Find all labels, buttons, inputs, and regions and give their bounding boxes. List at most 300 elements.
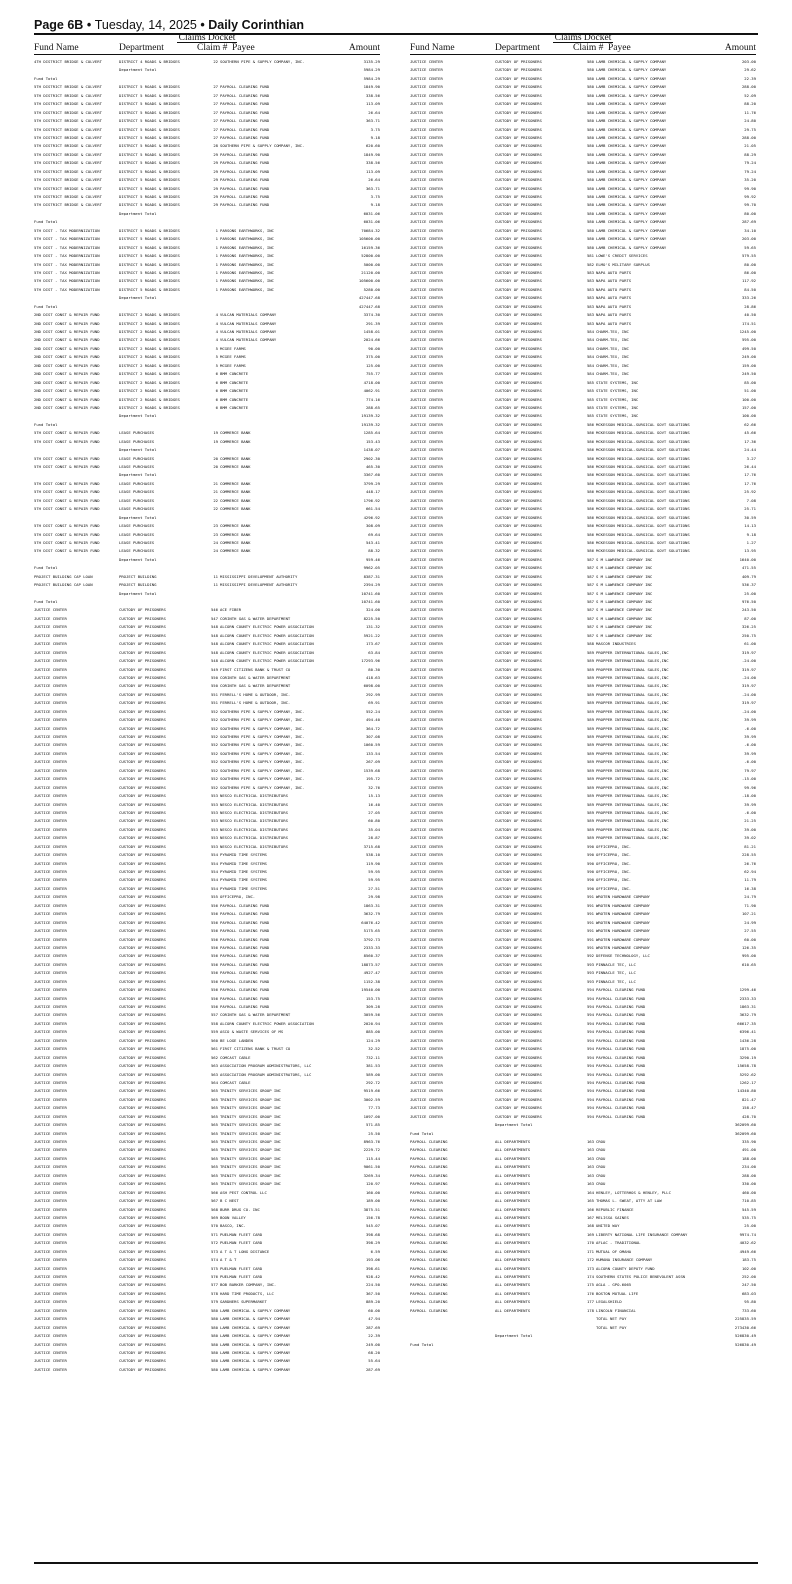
payee-cell: PAYROLL CLEARING FUND (596, 1105, 646, 1111)
payee-cell: LAMB CHEMICAL & SUPPLY COMPANY (596, 185, 667, 191)
fund-name-cell: JUSTICE CENTER (410, 632, 443, 638)
table-row (34, 674, 380, 682)
amount-cell: 95.80 (744, 1299, 756, 1305)
department-cell: CUSTODY OF PRISONERS (495, 269, 542, 275)
amount-cell: 1863.31 (739, 1004, 756, 1009)
table-row (34, 944, 380, 952)
amount-cell: 157.00 (741, 404, 756, 410)
fund-name-cell: JUSTICE CENTER (410, 59, 443, 64)
fund-name-cell: 2ND DIST CONST & REPAIR FUND (34, 354, 100, 360)
claim-number-cell: 27 (213, 118, 218, 124)
claim-number-cell: 586 (586, 480, 594, 486)
table-row (34, 961, 380, 969)
fund-name-cell: 5TH DIST CONST & REPAIR FUND (34, 489, 100, 495)
amount-cell: 79.24 (744, 168, 756, 174)
amount-cell: 88.20 (744, 101, 756, 107)
amount-cell: 27.05 (368, 809, 380, 815)
fund-name-cell: JUSTICE CENTER (410, 818, 443, 824)
payee-cell: VULCAN MATERIALS COMPANY (220, 329, 277, 334)
fund-name-cell: JUSTICE CENTER (410, 961, 443, 967)
payee-cell: COMMERCE BANK (220, 539, 251, 545)
amount-cell: -24.00 (741, 674, 756, 680)
table-row (34, 556, 380, 564)
payee-cell: PAYROLL CLEARING FUND (596, 1012, 646, 1018)
claim-number-cell: 548 (210, 632, 218, 638)
department-cell: CUSTODY OF PRISONERS (119, 1155, 166, 1161)
fund-name-cell: JUSTICE CENTER (410, 995, 443, 1001)
fund-name-cell: PAYROLL CLEARING (410, 1282, 448, 1288)
amount-cell: 552.24 (365, 708, 380, 714)
fund-name-cell: JUSTICE CENTER (410, 1113, 443, 1119)
table-row (34, 83, 380, 91)
fund-name-cell: JUSTICE CENTER (34, 1240, 67, 1246)
fund-name-cell: JUSTICE CENTER (34, 725, 67, 731)
payee-cell: LAMB CHEMICAL & SUPPLY COMPANY (596, 202, 667, 208)
claim-number-cell: 586 (586, 447, 594, 453)
amount-cell: 158.47 (741, 1105, 756, 1111)
department-cell: LEASE PURCHASES (119, 438, 155, 444)
claim-number-cell: 594 (586, 995, 594, 1001)
payee-cell: PUELMAN FLEET CARD (220, 1240, 263, 1246)
payee-cell: COMMERCE BANK (220, 430, 251, 436)
fund-name-cell: JUSTICE CENTER (34, 1122, 67, 1128)
claim-number-cell: 29 (213, 168, 218, 174)
fund-name-cell: JUSTICE CENTER (410, 67, 443, 73)
fund-name-cell: JUSTICE CENTER (34, 843, 67, 849)
table-row (410, 666, 756, 674)
payee-cell: TRINITY SERVICES GROUP INC (220, 1139, 281, 1144)
fund-name-cell: PAYROLL CLEARING (410, 1240, 448, 1246)
amount-cell: 21.05 (744, 143, 756, 149)
claim-number-cell: 556 (210, 987, 218, 993)
amount-cell: 8225.50 (363, 615, 380, 621)
table-row (410, 396, 756, 404)
table-row (410, 1197, 756, 1205)
department-cell: CUSTODY OF PRISONERS (495, 396, 542, 402)
amount-cell: 448.17 (365, 489, 380, 495)
table-row (410, 1155, 756, 1163)
table-row (34, 539, 380, 547)
department-cell: CUSTODY OF PRISONERS (495, 1071, 542, 1077)
claim-number-cell: 589 (586, 835, 594, 841)
department-cell: CUSTODY OF PRISONERS (119, 750, 166, 756)
payee-cell: S M LAWRENCE COMPANY INC (596, 632, 653, 638)
table-row (34, 1011, 380, 1019)
payee-cell: NESCO ELECTRICAL DISTRIBUTORS (220, 793, 288, 799)
claim-number-cell: 553 (210, 801, 218, 807)
table-row (410, 66, 756, 74)
claim-number-cell: 584 (586, 345, 594, 351)
fund-name-cell: JUSTICE CENTER (410, 1088, 443, 1094)
payee-cell: PAYROLL CLEARING FUND (220, 126, 270, 132)
amount-cell: 195.72 (365, 776, 380, 782)
payee-cell: PARSONS EARTHWORKS, INC (220, 278, 274, 284)
department-cell: CUSTODY OF PRISONERS (119, 919, 166, 925)
table-row (34, 801, 380, 809)
claim-number-cell: 585 (586, 388, 594, 394)
fund-name-cell: JUSTICE CENTER (34, 1079, 67, 1085)
amount-cell: 287.69 (365, 1324, 380, 1330)
table-row (34, 598, 380, 606)
claim-number-cell: 166 (586, 1206, 594, 1212)
fund-name-cell: Fund Total (410, 1130, 434, 1136)
fund-name-cell: JUSTICE CENTER (410, 658, 443, 664)
claim-number-cell: 589 (586, 767, 594, 773)
fund-name-cell: 5TH DIST CONST & REPAIR FUND (34, 455, 100, 461)
department-cell: Department Total (119, 210, 157, 216)
table-row (34, 396, 380, 404)
payee-cell: MCKESSON MEDICAL-SURGICAL GOVT SOLUTIONS (596, 514, 690, 520)
amount-cell: 995.00 (741, 953, 756, 959)
fund-name-cell: JUSTICE CENTER (34, 1358, 67, 1364)
department-cell: CUSTODY OF PRISONERS (495, 168, 542, 174)
amount-cell: 21120.00 (361, 269, 380, 275)
payee-cell: MCKESSON MEDICAL-SURGICAL GOVT SOLUTIONS (596, 506, 690, 512)
department-cell: CUSTODY OF PRISONERS (495, 894, 542, 900)
claim-number-cell: 552 (210, 742, 218, 748)
amount-cell: 3.75 (370, 194, 380, 199)
payee-cell: COMMERCE BANK (220, 438, 251, 444)
fund-name-cell: JUSTICE CENTER (34, 1333, 67, 1339)
payee-cell: PARSONS EARTHWORKS, INC (220, 286, 274, 292)
claim-number-cell: 6 (215, 388, 218, 394)
amount-cell: 494.40 (365, 717, 380, 723)
table-row (410, 969, 756, 977)
table-row (34, 142, 380, 150)
table-row (410, 1239, 756, 1247)
department-cell: CUSTODY OF PRISONERS (495, 185, 542, 191)
payee-cell: PROPPER INTERNATIONAL SALES,INC (596, 708, 669, 714)
department-cell: CUSTODY OF PRISONERS (495, 767, 542, 773)
department-cell: CUSTODY OF PRISONERS (119, 1316, 166, 1322)
amount-cell: 80.30 (368, 666, 380, 672)
payee-cell: PUELMAN FLEET CARD (220, 1274, 263, 1279)
fund-name-cell: JUSTICE CENTER (410, 641, 443, 647)
table-row (410, 674, 756, 682)
claim-number-cell: 563 (210, 1063, 218, 1069)
table-row (34, 185, 380, 193)
fund-name-cell: JUSTICE CENTER (34, 1029, 67, 1035)
fund-name-cell: JUSTICE CENTER (410, 210, 443, 216)
amount-cell: 308.09 (365, 523, 380, 529)
amount-cell: 335.90 (741, 1139, 756, 1144)
amount-cell: 99.92 (744, 194, 756, 199)
department-cell: CUSTODY OF PRISONERS (119, 767, 166, 773)
claim-number-cell: 591 (586, 902, 594, 908)
table-row (34, 817, 380, 825)
department-cell: CUSTODY OF PRISONERS (119, 877, 166, 883)
claim-number-cell: 586 (586, 438, 594, 444)
fund-name-cell: PAYROLL CLEARING (410, 1164, 448, 1170)
claim-number-cell: 589 (586, 708, 594, 714)
amount-cell: 15.13 (368, 793, 380, 799)
fund-name-cell: JUSTICE CENTER (34, 978, 67, 984)
table-row (34, 927, 380, 935)
claim-number-cell: 575 (210, 1265, 218, 1271)
payee-cell: ELMO'S MILITARY SURPLUS (596, 261, 650, 267)
payee-cell: NAPA AUTO PARTS (596, 312, 632, 318)
table-row (410, 1121, 756, 1129)
table-row (34, 1256, 380, 1264)
fund-name-cell: 2ND DIST CONST & REPAIR FUND (34, 388, 100, 394)
table-row (410, 564, 756, 572)
fund-name-cell: JUSTICE CENTER (34, 911, 67, 917)
fund-name-cell: 5TH DIST - TAX MODERNIZATION (34, 269, 100, 275)
claim-number-cell: 563 (210, 1071, 218, 1077)
table-row (410, 497, 756, 505)
amount-cell: 85.00 (744, 379, 756, 385)
department-cell: DISTRICT 5 ROADS & BRIDGES (119, 168, 180, 174)
payee-cell: MCGEE FARMS (220, 362, 246, 368)
claim-number-cell: 580 (586, 84, 594, 90)
payee-cell: TRINITY SERVICES GROUP INC (220, 1181, 281, 1187)
table-row (34, 1248, 380, 1256)
table-row (410, 539, 756, 547)
amount-cell: 9.18 (746, 531, 756, 537)
amount-cell: 224.50 (365, 1282, 380, 1288)
payee-cell: BMM CONCRETE (220, 379, 249, 385)
table-row (34, 1357, 380, 1365)
payee-cell: MCKESSON MEDICAL-SURGICAL GOVT SOLUTIONS (596, 472, 690, 478)
fund-name-cell: JUSTICE CENTER (410, 202, 443, 208)
amount-cell: 153.43 (365, 438, 380, 444)
table-row (410, 185, 756, 193)
fund-name-cell: JUSTICE CENTER (410, 388, 443, 394)
fund-name-cell: JUSTICE CENTER (34, 700, 67, 706)
fund-name-cell: JUSTICE CENTER (34, 1139, 67, 1144)
fund-name-cell: JUSTICE CENTER (34, 793, 67, 799)
table-row (410, 606, 756, 614)
table-row (410, 176, 756, 184)
table-row (34, 1281, 380, 1289)
footer-rule (34, 1562, 758, 1564)
claim-number-cell: 589 (586, 700, 594, 706)
fund-name-cell: JUSTICE CENTER (34, 835, 67, 841)
payee-cell: LOWE'S CREDIT SERVICES (596, 253, 648, 259)
table-row (410, 151, 756, 159)
department-cell: CUSTODY OF PRISONERS (119, 641, 166, 647)
fund-name-cell: PAYROLL CLEARING (410, 1181, 448, 1187)
amount-cell: 39.99 (744, 734, 756, 739)
fund-name-cell: JUSTICE CENTER (410, 303, 443, 309)
amount-cell: 60.80 (368, 818, 380, 824)
claim-number-cell: 589 (586, 683, 594, 689)
amount-cell: 620.60 (365, 143, 380, 149)
fund-name-cell: JUSTICE CENTER (410, 151, 443, 157)
department-cell: ALL DEPARTMENTS (495, 1214, 531, 1220)
claim-number-cell: 589 (586, 826, 594, 832)
fund-name-cell: JUSTICE CENTER (410, 438, 443, 444)
payee-cell: LAMB CHEMICAL & SUPPLY COMPANY (220, 1333, 291, 1339)
fund-name-cell: JUSTICE CENTER (34, 1130, 67, 1136)
payee-cell: CROU (596, 1172, 606, 1178)
fund-name-cell: PAYROLL CLEARING (410, 1147, 448, 1153)
department-cell: ALL DEPARTMENTS (495, 1206, 531, 1212)
payee-cell: PARSONS EARTHWORKS, INC (220, 236, 274, 242)
table-row (410, 1265, 756, 1273)
claim-number-cell: 547 (210, 615, 218, 621)
payee-cell: OFFICEPRO, INC. (596, 877, 632, 883)
table-row (34, 294, 380, 302)
table-row (410, 809, 756, 817)
amount-cell: 398.68 (365, 1231, 380, 1237)
department-cell: CUSTODY OF PRISONERS (495, 615, 542, 621)
department-cell: DISTRICT 5 ROADS & BRIDGES (119, 160, 180, 166)
claim-number-cell: 580 (210, 1324, 218, 1330)
department-cell: CUSTODY OF PRISONERS (495, 649, 542, 655)
amount-cell: 9974.74 (739, 1231, 756, 1237)
fund-name-cell: JUSTICE CENTER (34, 869, 67, 874)
payee-cell: LAMB CHEMICAL & SUPPLY COMPANY (596, 244, 667, 250)
amount-cell: 267.09 (365, 759, 380, 765)
table-row (410, 826, 756, 834)
amount-cell: 3632.79 (363, 911, 380, 917)
table-row (34, 581, 380, 589)
fund-name-cell: JUSTICE CENTER (410, 582, 443, 588)
payee-cell: FIRST CITIZENS BANK & TRUST CO (220, 666, 291, 672)
fund-name-cell: JUSTICE CENTER (34, 894, 67, 900)
table-row (410, 682, 756, 690)
table-row (34, 1037, 380, 1045)
payee-cell: TRINITY SERVICES GROUP INC (220, 1147, 281, 1153)
amount-cell: 26.44 (744, 464, 756, 469)
table-row (34, 1222, 380, 1230)
amount-cell: 589.00 (365, 1071, 380, 1077)
payee-cell: CORINTH GAS & WATER DEPARTMENT (220, 674, 291, 680)
claim-number-cell: 558 (210, 1020, 218, 1026)
department-cell: ALL DEPARTMENTS (495, 1223, 531, 1229)
fund-name-cell: JUSTICE CENTER (410, 742, 443, 748)
fund-name-cell: JUSTICE CENTER (410, 565, 443, 571)
department-cell: CUSTODY OF PRISONERS (495, 160, 542, 166)
department-cell: ALL DEPARTMENTS (495, 1139, 531, 1144)
payee-cell: BOON VALLEY (220, 1214, 246, 1220)
payee-cell: PYRAMID TIME SYSTEMS (220, 869, 267, 874)
table-row (34, 1324, 380, 1332)
claim-number-cell: 548 (210, 641, 218, 647)
fund-name-cell: JUSTICE CENTER (410, 919, 443, 925)
payee-cell: PAYROLL CLEARING FUND (220, 185, 270, 191)
table-row (410, 649, 756, 657)
claim-number-cell: 580 (210, 1333, 218, 1339)
department-cell: CUSTODY OF PRISONERS (495, 582, 542, 588)
claim-number-cell: 580 (210, 1307, 218, 1313)
claim-number-cell: 583 (586, 312, 594, 318)
payee-cell: PAYROLL CLEARING FUND (220, 944, 270, 950)
amount-cell: 18873.57 (361, 961, 380, 967)
payee-cell: ALCORN COUNTY ELECTRIC POWER ASSOCIATION (220, 632, 314, 638)
amount-cell: 3.75 (370, 126, 380, 132)
department-cell: CUSTODY OF PRISONERS (495, 683, 542, 689)
payee-cell: SOUTHERN PIPE & SUPPLY COMPANY, INC. (220, 767, 305, 773)
amount-cell: 39.99 (744, 750, 756, 756)
amount-cell: 319.97 (741, 666, 756, 672)
department-cell: CUSTODY OF PRISONERS (495, 818, 542, 824)
claim-number-cell: 565 (210, 1155, 218, 1161)
department-cell: CUSTODY OF PRISONERS (119, 894, 166, 900)
department-cell: DISTRICT 5 ROADS & BRIDGES (119, 269, 180, 275)
payee-cell: FIRST CITIZENS BANK & TRUST CO (220, 1046, 291, 1052)
fund-name-cell: JUSTICE CENTER (410, 126, 443, 132)
payee-cell: TRINITY SERVICES GROUP INC (220, 1130, 281, 1136)
amount-cell: 113.09 (365, 101, 380, 107)
amount-cell: 117.92 (741, 278, 756, 284)
table-row (410, 573, 756, 581)
payee-cell: PAYROLL CLEARING FUND (220, 168, 270, 174)
department-cell: CUSTODY OF PRISONERS (495, 860, 542, 866)
table-row (34, 1062, 380, 1070)
claim-number-cell: 565 (210, 1096, 218, 1102)
payee-cell: PAYROLL CLEARING FUND (220, 92, 270, 98)
claim-number-cell: 589 (586, 818, 594, 824)
department-cell: CUSTODY OF PRISONERS (119, 1248, 166, 1254)
fund-name-cell: PAYROLL CLEARING (410, 1265, 448, 1271)
claim-number-cell: 565 (210, 1113, 218, 1119)
fund-name-cell: Fund Total (410, 1341, 434, 1347)
fund-name-cell: JUSTICE CENTER (410, 970, 443, 976)
table-row (410, 556, 756, 564)
fund-name-cell: JUSTICE CENTER (34, 742, 67, 748)
amount-cell: 27.55 (744, 928, 756, 934)
fund-name-cell: 5TH DISTRICT BRIDGE & CULVERT (34, 118, 102, 124)
claim-number-cell: 589 (586, 793, 594, 799)
claim-number-cell: 591 (586, 936, 594, 942)
payee-cell: CHARM-TEX, INC (596, 329, 629, 334)
amount-cell: 119.90 (365, 860, 380, 866)
amount-cell: 4062.91 (363, 388, 380, 394)
fund-name-cell: JUSTICE CENTER (410, 885, 443, 891)
fund-name-cell: JUSTICE CENTER (410, 118, 443, 124)
claim-number-cell: 163 (586, 1147, 594, 1153)
amount-cell: 249.00 (365, 1341, 380, 1347)
claim-number-cell: 591 (586, 911, 594, 917)
table-row (410, 986, 756, 994)
payee-cell: NAPA AUTO PARTS (596, 269, 632, 275)
payee-cell: MCKESSON MEDICAL-SURGICAL GOVT SOLUTIONS (596, 438, 690, 444)
payee-cell: SOUTHERN PIPE & SUPPLY COMPANY, INC. (220, 725, 305, 731)
fund-name-cell: JUSTICE CENTER (410, 759, 443, 765)
department-cell: CUSTODY OF PRISONERS (119, 1231, 166, 1237)
table-row (410, 1248, 756, 1256)
fund-name-cell: JUSTICE CENTER (34, 1046, 67, 1052)
amount-cell: 99.96 (744, 784, 756, 790)
amount-cell: 55.64 (368, 1358, 380, 1364)
payee-cell: PARSONS EARTHWORKS, INC (220, 253, 274, 259)
table-row (34, 792, 380, 800)
amount-cell: 5292.62 (739, 1071, 756, 1077)
payee-cell: WROTEN HARDWARE COMPANY (596, 902, 650, 908)
amount-cell: 113.09 (365, 168, 380, 174)
payee-cell: ALCORN COUNTY DEPUTY FUND (596, 1265, 655, 1271)
table-row (34, 303, 380, 311)
table-row (410, 100, 756, 108)
department-cell: ALL DEPARTMENTS (495, 1282, 531, 1288)
payee-cell: LAMB CHEMICAL & SUPPLY COMPANY (596, 227, 667, 233)
department-cell: CUSTODY OF PRISONERS (119, 658, 166, 664)
claim-number-cell: 579 (210, 1299, 218, 1305)
payee-cell: THOMAS L. SWEAT, ATTY AT LAW (596, 1198, 662, 1204)
amount-cell: 68.20 (368, 1349, 380, 1355)
payee-cell: CORINTH GAS & WATER DEPARTMENT (220, 1012, 291, 1018)
amount-cell: 362099.60 (734, 1122, 756, 1128)
amount-cell: 173.67 (365, 641, 380, 647)
claim-number-cell: 1 (215, 253, 218, 259)
amount-cell: 99.90 (744, 185, 756, 191)
table-row (34, 995, 380, 1003)
department-cell: CUSTODY OF PRISONERS (495, 329, 542, 334)
table-row (34, 269, 380, 277)
department-cell: CUSTODY OF PRISONERS (119, 1299, 166, 1305)
